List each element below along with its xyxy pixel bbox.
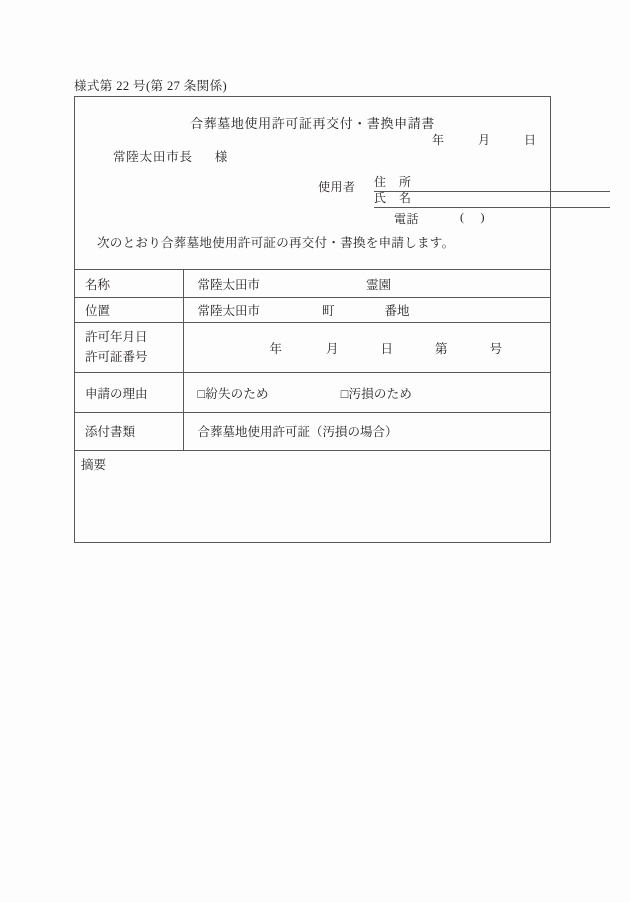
permit-gou-label: 号 <box>489 341 503 356</box>
applicant-name-label: 氏 名 <box>374 191 412 205</box>
permit-year-label: 年 <box>269 341 283 356</box>
table-row <box>75 373 550 413</box>
row-label-permit <box>75 323 183 373</box>
row-value-name[interactable] <box>183 270 550 298</box>
checkbox-lost-option[interactable]: □紛失のため <box>197 386 269 401</box>
cemetery-city: 常陸太田市 <box>197 277 261 292</box>
phone-paren-close: ) <box>480 210 485 224</box>
date-day-label: 日 <box>523 133 536 147</box>
submission-date-line <box>432 131 536 148</box>
location-town-label: 町 <box>322 304 335 318</box>
applicant-phone-parentheses <box>460 210 485 225</box>
cemetery-name-value <box>198 278 392 292</box>
application-form-frame <box>74 96 551 543</box>
permit-value <box>184 339 551 357</box>
remarks-label: 摘要 <box>81 457 107 472</box>
table-row <box>75 323 550 373</box>
permit-day-label: 日 <box>380 341 394 356</box>
row-label-reason-text: 申請の理由 <box>85 386 148 401</box>
applicant-name-field[interactable] <box>374 192 610 208</box>
addressee-line <box>113 147 228 165</box>
reason-options <box>198 387 413 401</box>
remarks-box[interactable] <box>75 450 550 545</box>
row-label-attachments <box>75 413 183 450</box>
row-value-location[interactable] <box>183 298 550 323</box>
application-statement: 次のとおり合葬墓地使用許可証の再交付・書換を申請します。 <box>97 236 455 250</box>
page-title: 合葬墓地使用許可証再交付・書換申請書 <box>190 116 435 131</box>
addressee-name: 常陸太田市長 <box>113 150 193 164</box>
row-label-location-text: 位置 <box>85 304 111 318</box>
location-value <box>198 304 410 318</box>
applicant-address-label: 住 所 <box>374 175 412 189</box>
row-label-permit-number-text: 許可証番号 <box>85 349 148 364</box>
checkbox-damaged-option[interactable]: □汚損のため <box>340 386 413 401</box>
attachment-description: 合葬墓地使用許可証（汚損の場合） <box>197 425 398 440</box>
row-label-permit-date-text: 許可年月日 <box>85 330 148 345</box>
row-label-attachments-text: 添付書類 <box>85 425 136 440</box>
applicant-label: 使用者 <box>318 180 356 194</box>
location-city: 常陸太田市 <box>197 304 261 318</box>
date-year-label: 年 <box>431 133 444 147</box>
permit-dai-label: 第 <box>435 341 448 356</box>
table-row <box>75 298 550 323</box>
form-number-header: 様式第 22 号(第 27 条関係) <box>74 79 228 93</box>
applicant-fields <box>374 176 610 226</box>
row-label-name <box>75 270 183 298</box>
row-label-location <box>75 298 183 323</box>
row-value-reason <box>183 373 550 413</box>
applicant-phone-label: 電話 <box>394 212 420 226</box>
permit-month-label: 月 <box>326 341 339 356</box>
cemetery-suffix: 霊園 <box>366 277 392 292</box>
application-detail-table <box>75 269 550 450</box>
phone-paren-open: ( <box>460 210 465 224</box>
table-row <box>75 413 550 450</box>
form-header-section <box>75 97 550 269</box>
applicant-phone-field[interactable] <box>374 208 610 226</box>
row-value-permit[interactable] <box>183 323 550 373</box>
location-banchi-label: 番地 <box>384 304 410 318</box>
table-row <box>75 270 550 298</box>
row-label-reason <box>75 373 183 413</box>
date-month-label: 月 <box>477 133 490 147</box>
row-value-attachments <box>183 413 550 450</box>
addressee-honorific: 様 <box>214 150 229 164</box>
row-label-name-text: 名称 <box>85 277 111 292</box>
